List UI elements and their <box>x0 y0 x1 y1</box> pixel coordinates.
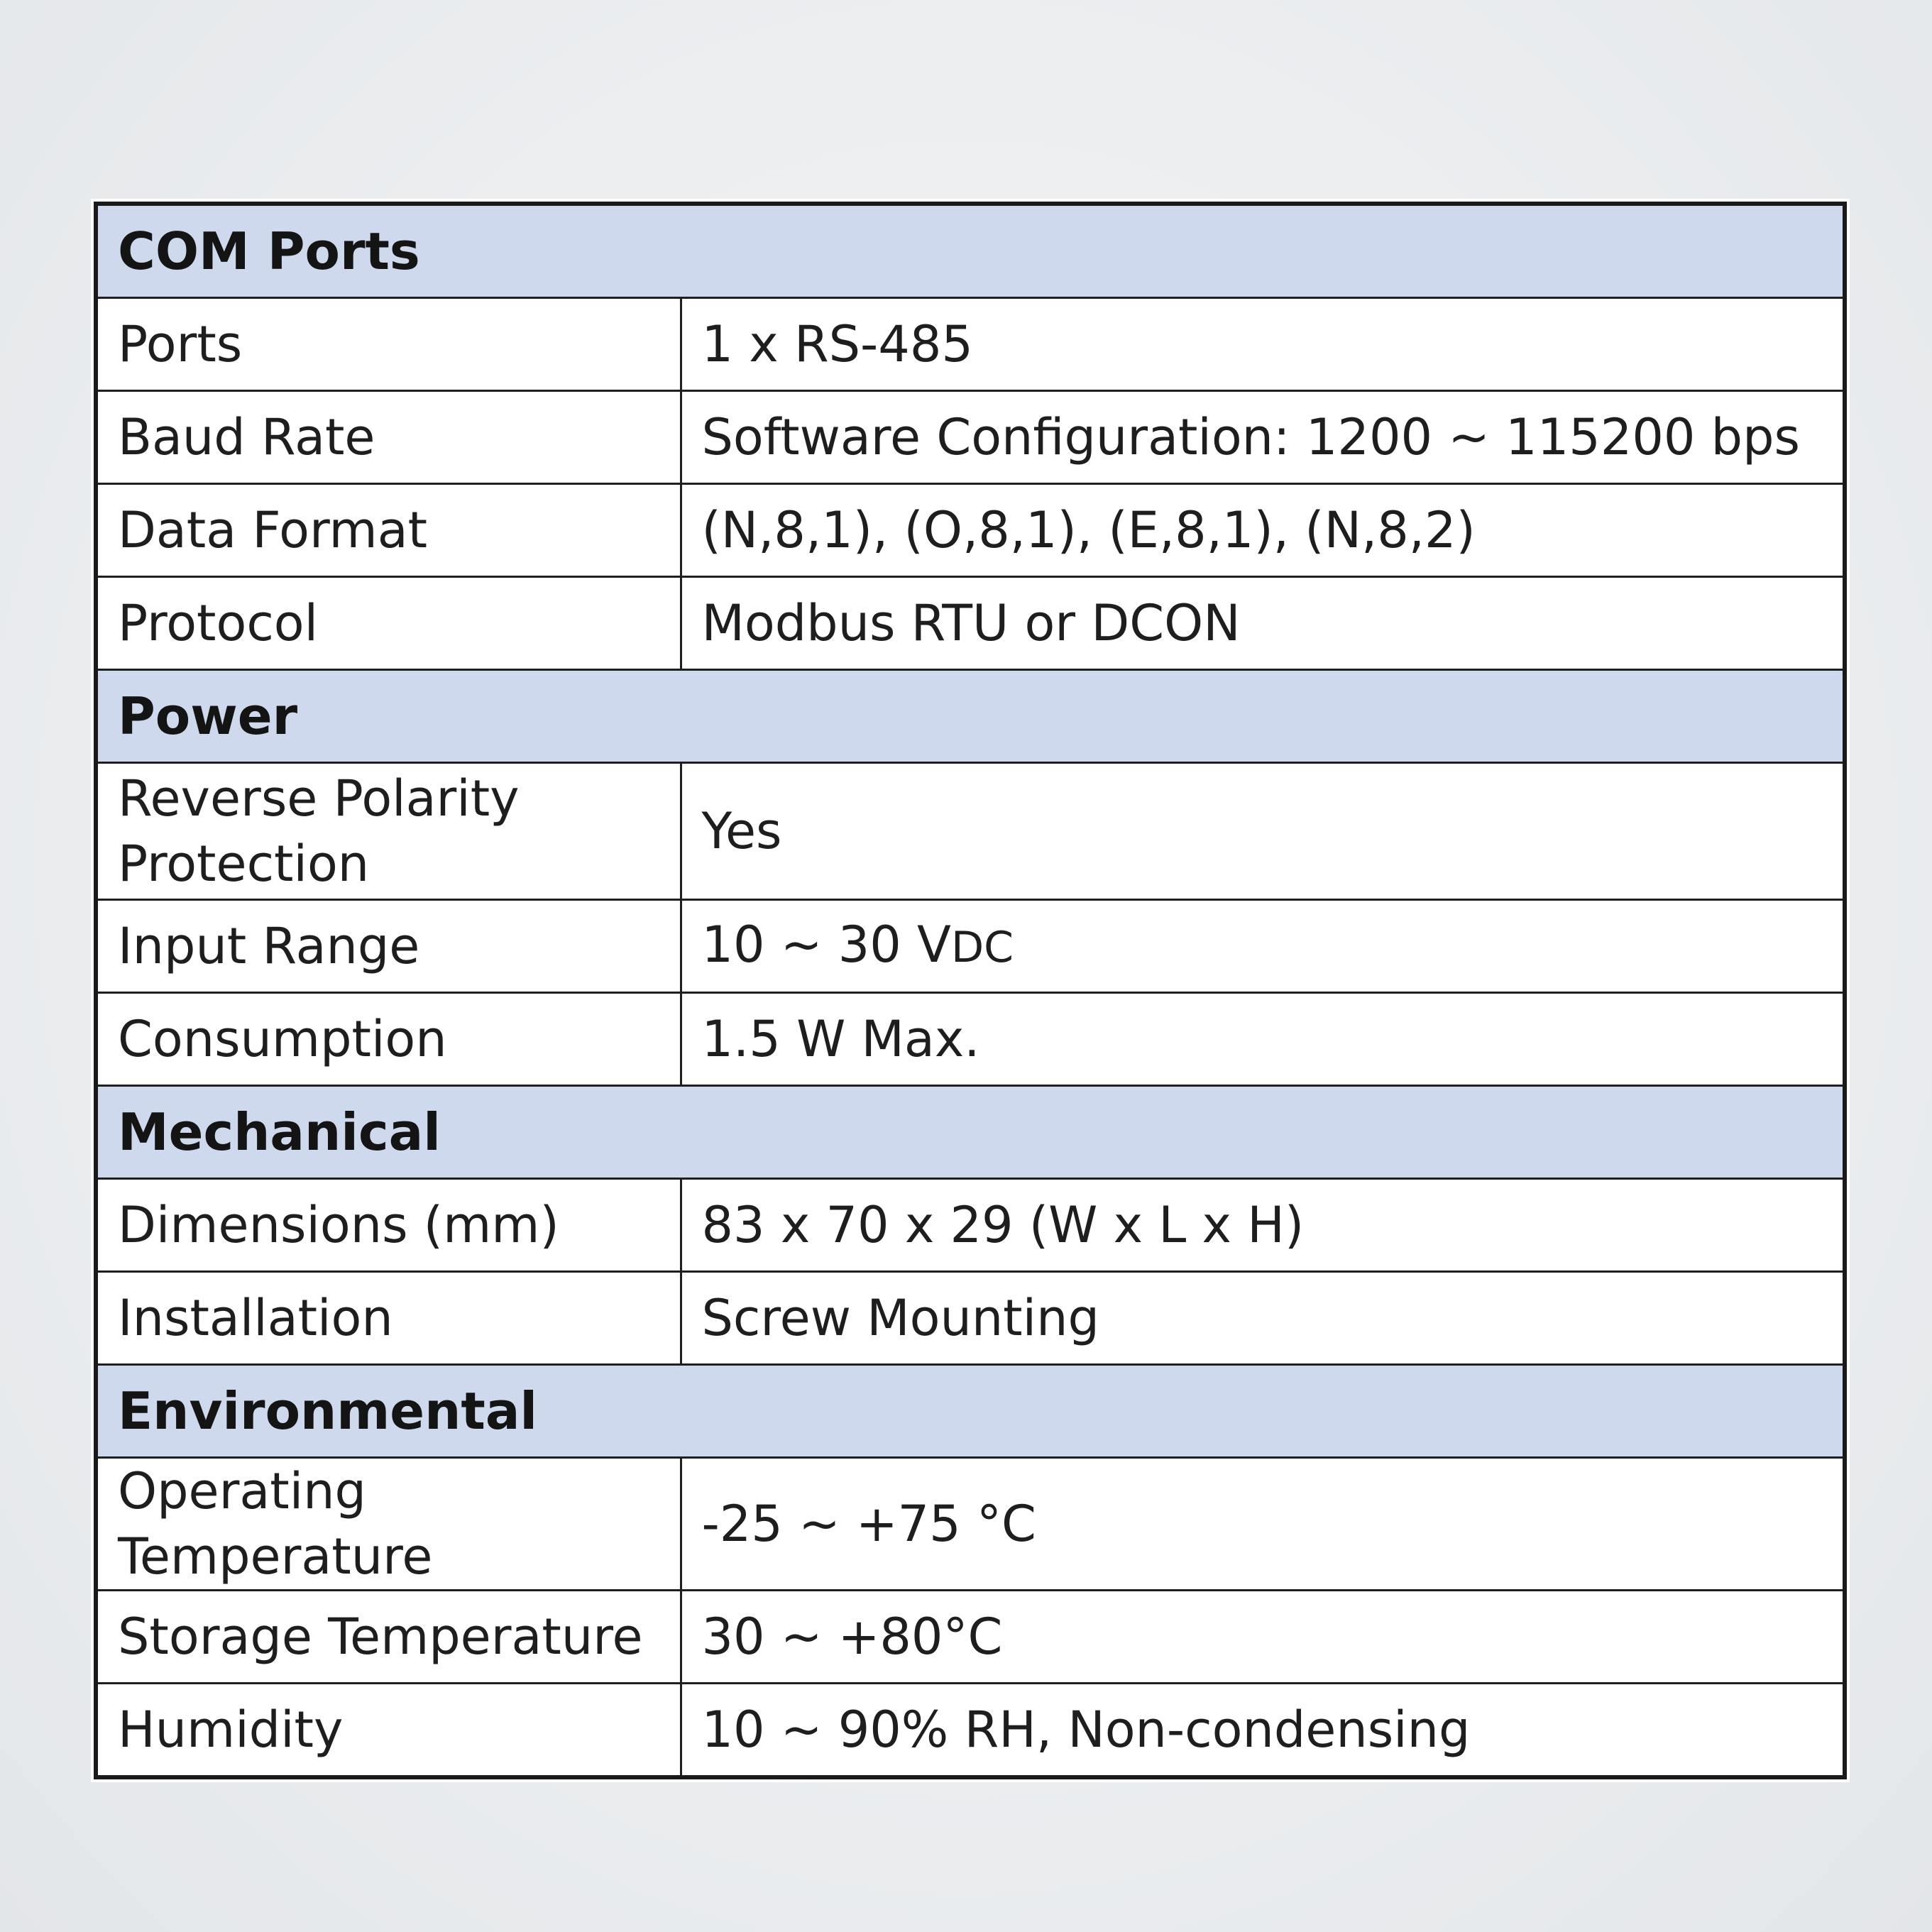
section-header-power <box>96 670 1845 763</box>
spec-label: Baud Rate <box>96 391 681 484</box>
section-header-mechanical <box>96 1086 1845 1179</box>
spec-value: Modbus RTU or DCON <box>681 577 1845 670</box>
spec-value: Screw Mounting <box>681 1272 1845 1365</box>
spec-row-storage-temperature <box>96 1591 1845 1684</box>
spec-value: 30 ~ +80°C <box>681 1591 1845 1684</box>
spec-label: Ports <box>96 298 681 391</box>
spec-label: Reverse Polarity Protection <box>96 763 681 900</box>
spec-row-consumption <box>96 993 1845 1086</box>
spec-value-unit-subscript: DC <box>950 923 1014 972</box>
spec-row-installation <box>96 1272 1845 1365</box>
spec-label: Consumption <box>96 993 681 1086</box>
spec-row-protocol <box>96 577 1845 670</box>
spec-label: Data Format <box>96 484 681 577</box>
spec-value: -25 ~ +75 °C <box>681 1458 1845 1591</box>
section-title: COM Ports <box>96 204 1845 298</box>
section-title: Power <box>96 670 1845 763</box>
spec-value: (N,8,1), (O,8,1), (E,8,1), (N,8,2) <box>681 484 1845 577</box>
spec-row-input-range <box>96 900 1845 993</box>
spec-value: Software Configuration: 1200 ~ 115200 bps <box>681 391 1845 484</box>
specifications-table <box>94 202 1847 1779</box>
spec-label: Input Range <box>96 900 681 993</box>
spec-row-baud-rate <box>96 391 1845 484</box>
spec-value: 1.5 W Max. <box>681 993 1845 1086</box>
spec-label: Operating Temperature <box>96 1458 681 1591</box>
spec-row-ports <box>96 298 1845 391</box>
spec-value <box>681 900 1845 993</box>
spec-row-humidity <box>96 1684 1845 1778</box>
spec-value: 1 x RS-485 <box>681 298 1845 391</box>
spec-row-dimensions <box>96 1179 1845 1272</box>
section-title: Environmental <box>96 1365 1845 1458</box>
section-header-environmental <box>96 1365 1845 1458</box>
spec-label: Storage Temperature <box>96 1591 681 1684</box>
section-title: Mechanical <box>96 1086 1845 1179</box>
spec-row-operating-temperature <box>96 1458 1845 1591</box>
spec-label: Dimensions (mm) <box>96 1179 681 1272</box>
spec-value: 10 ~ 90% RH, Non-condensing <box>681 1684 1845 1778</box>
section-header-com-ports <box>96 204 1845 298</box>
spec-value-main: 10 ~ 30 V <box>701 916 951 974</box>
spec-label: Installation <box>96 1272 681 1365</box>
spec-label: Humidity <box>96 1684 681 1778</box>
spec-row-data-format <box>96 484 1845 577</box>
spec-value: 83 x 70 x 29 (W x L x H) <box>681 1179 1845 1272</box>
spec-row-reverse-polarity-protection <box>96 763 1845 900</box>
spec-value: Yes <box>681 763 1845 900</box>
spec-label: Protocol <box>96 577 681 670</box>
